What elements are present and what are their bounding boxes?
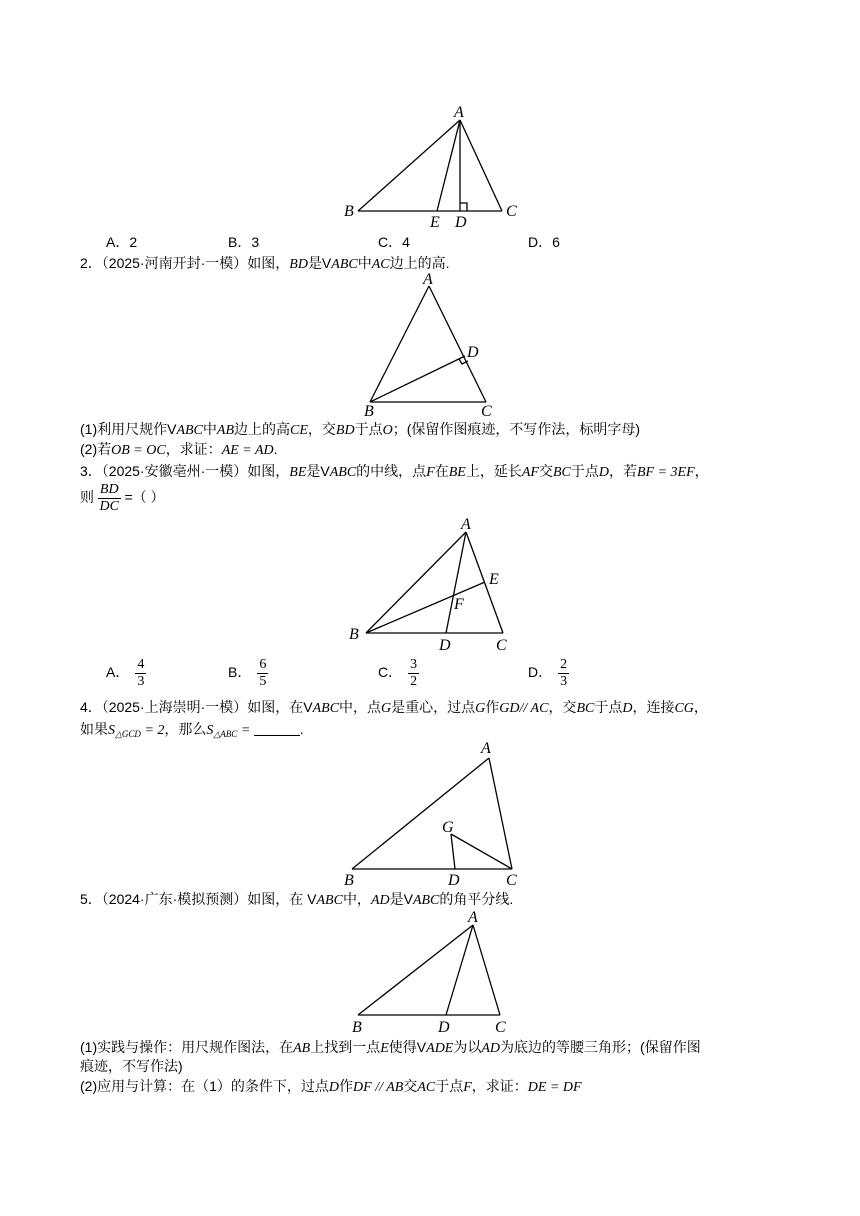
q2-stem-ac: AC: [371, 257, 390, 272]
q4-stem-abc: ABC: [312, 701, 340, 716]
q2-stem-suffix: 边上的高.: [389, 255, 450, 271]
q4-line2-eq1: = 2: [140, 723, 165, 738]
q2-part2-eq2: AE = AD: [221, 443, 274, 458]
q3-label-f: F: [454, 596, 464, 613]
q1-label-d: D: [455, 214, 467, 230]
q3-figure: [340, 512, 530, 657]
q4-stem-d: 作: [485, 699, 500, 715]
q4-line2-eq2: =: [237, 723, 254, 738]
q3-ask: [80, 480, 165, 515]
q3-option-d-num: 2: [560, 657, 568, 672]
q2-part2-c: .: [273, 441, 278, 457]
q5-label-d: D: [438, 1019, 450, 1035]
q3-option-d-letter: D．: [528, 664, 553, 681]
q5-part2-ac: AC: [417, 1080, 436, 1095]
q4-label-a: A: [481, 740, 491, 757]
q2-label-a: A: [423, 271, 433, 288]
q1-option-c[interactable]: C．4: [378, 234, 410, 250]
q3-option-d-frac: [558, 657, 569, 690]
q3-stem: [80, 462, 709, 482]
q4-stem-c: 是重心，过点: [391, 699, 476, 715]
q4-answer-blank[interactable]: [254, 721, 300, 736]
q3-option-a-letter: A．: [106, 664, 130, 681]
q4-stem-cg: CG: [674, 701, 694, 716]
q4-line2-s2: S: [206, 723, 214, 738]
q5-part2: [80, 1077, 582, 1097]
q2-label-c: C: [481, 403, 492, 420]
q4-line2-s1: S: [108, 723, 115, 738]
q2-stem-mid2: 中: [357, 255, 372, 271]
q2-label-d: D: [467, 344, 479, 361]
q5-stem-abc: ABC: [316, 893, 343, 908]
q2-part1-d: ，交: [307, 421, 336, 437]
q3-option-d-den: 3: [560, 674, 568, 689]
q5-part1-ade: ADE: [426, 1041, 454, 1056]
q5-part1-e: E: [380, 1041, 389, 1056]
q2-part1-a: (1)利用尺规作V: [80, 421, 177, 437]
q5-part2-a: (2)应用与计算：在（1）的条件下，过点: [80, 1078, 329, 1094]
q5-part1-d: 为以: [453, 1039, 482, 1055]
q3-stem-bc: BC: [552, 465, 571, 480]
q5-part1: [80, 1038, 701, 1058]
q5-stem-abc2: ABC: [412, 893, 440, 908]
q4-line2: [80, 720, 304, 743]
q3-option-b-letter: B．: [228, 664, 252, 681]
q1-label-c: C: [506, 203, 517, 220]
q3-option-c-num: 3: [410, 657, 418, 672]
q2-figure: [355, 268, 515, 420]
q5-part1-ad: AD: [481, 1041, 501, 1056]
q3-option-b[interactable]: [228, 657, 268, 690]
q4-stem: [80, 698, 708, 718]
q1-label-b: B: [344, 203, 354, 220]
q3-option-c-den: 2: [410, 674, 418, 689]
q3-stem-i: ，: [694, 463, 709, 479]
q5-part2-e: 于点: [435, 1078, 464, 1094]
q3-stem-e: 上，延长: [465, 463, 522, 479]
q4-label-c: C: [506, 872, 517, 888]
q5-part2-eq: DE = DF: [527, 1080, 582, 1095]
q4-stem-a: 4．（2025·上海崇明·一模）如图，在V: [80, 699, 313, 715]
q2-part1-ce: CE: [290, 423, 308, 438]
q5-part1-a: (1)实践与操作：用尺规作图法，在: [80, 1039, 294, 1055]
q5-stem-c: 是V: [389, 891, 413, 907]
q1-option-a[interactable]: A．2: [106, 234, 138, 250]
q5-part2-f: F: [463, 1080, 472, 1095]
q1-option-b[interactable]: B．3: [228, 234, 260, 250]
q3-ratio-den: DC: [99, 498, 119, 514]
q4-stem-h: ，连接: [632, 699, 675, 715]
q5-part1-line2: 痕迹，不写作法): [80, 1058, 183, 1074]
q2-part2: [80, 440, 278, 460]
q4-stem-b: 中，点: [339, 699, 382, 715]
q3-stem-af: AF: [521, 465, 539, 480]
q2-part1: [80, 420, 640, 440]
q2-part2-b: ，求证：: [165, 441, 222, 457]
q3-label-b: B: [349, 626, 359, 643]
q3-option-c-letter: C．: [378, 664, 403, 681]
q1-label-e: E: [430, 214, 440, 230]
q4-line2-a: 如果: [80, 721, 108, 737]
q4-stem-e: ，交: [548, 699, 577, 715]
q3-ask-b: =（ ）: [124, 489, 165, 505]
q4-stem-f: 于点: [594, 699, 623, 715]
q3-stem-cond: BF = 3EF: [636, 465, 695, 480]
q2-part2-eq1: OB = OC: [111, 443, 166, 458]
q2-stem-abc: ABC: [331, 257, 358, 272]
q3-ask-a: 则: [80, 489, 94, 505]
q3-option-b-den: 5: [259, 674, 267, 689]
q5-stem-d: 的角平分线.: [439, 891, 514, 907]
q3-option-a-den: 3: [137, 674, 145, 689]
q3-option-a-frac: [135, 657, 146, 690]
q5-label-b: B: [352, 1019, 362, 1035]
q4-line2-b: ，那么: [164, 721, 207, 737]
q3-option-d[interactable]: [528, 657, 569, 690]
q1-label-a: A: [454, 104, 464, 121]
q5-label-c: C: [495, 1019, 506, 1035]
q2-stem-text: 2．（2025·河南开封·一模）如图，: [80, 255, 290, 271]
q4-line2-sub2: △ABC: [213, 729, 238, 739]
q4-label-g: G: [442, 819, 454, 836]
q2-stem-bd: BD: [289, 257, 308, 272]
q3-label-e: E: [489, 571, 499, 588]
q5-stem-b: 中，: [342, 891, 371, 907]
q3-stem-c: 的中线，点: [356, 463, 427, 479]
q3-stem-b: 是V: [306, 463, 330, 479]
q3-label-c: C: [496, 637, 507, 654]
q3-stem-a: 3．（2025·安徽亳州·一模）如图，: [80, 463, 290, 479]
q3-label-a: A: [461, 516, 471, 533]
q3-stem-be: BE: [289, 465, 307, 480]
q4-stem-i: ，: [693, 699, 708, 715]
q2-part2-a: (2)若: [80, 441, 112, 457]
q4-stem-g: G: [381, 701, 392, 716]
q2-part1-bd: BD: [335, 423, 355, 438]
q4-label-d: D: [448, 872, 460, 888]
q3-stem-abc: ABC: [329, 465, 357, 480]
q3-option-a[interactable]: [106, 657, 146, 690]
q2-part1-c: 边上的高: [234, 421, 291, 437]
q5-stem-a: 5．（2024·广东·模拟预测）如图，在 V: [80, 891, 317, 907]
q3-stem-be2: BE: [448, 465, 466, 480]
q2-label-b: B: [364, 403, 374, 420]
q3-ratio: [98, 482, 121, 515]
q2-part1-e: 于点: [354, 421, 383, 437]
q4-figure: [330, 736, 530, 888]
q3-stem-d: 在: [434, 463, 449, 479]
q5-part1-ab: AB: [293, 1041, 311, 1056]
q4-stem-bc: BC: [576, 701, 595, 716]
q5-label-a: A: [468, 909, 478, 926]
q3-option-a-num: 4: [137, 657, 145, 672]
q2-part1-b: 中: [202, 421, 217, 437]
q2-part1-abc: ABC: [176, 423, 203, 438]
q4-line2-sub1: △GCD: [115, 729, 141, 739]
q2-stem-mid: 是V: [307, 255, 332, 271]
q1-figure: [330, 100, 530, 230]
q5-part2-d: D: [328, 1080, 340, 1095]
q4-stem-par: GD// AC: [499, 701, 549, 716]
q1-option-d[interactable]: D．6: [528, 234, 560, 250]
q2-part1-o: O: [382, 423, 393, 438]
q5-stem-ad: AD: [370, 893, 390, 908]
q5-part1-c: 使得V: [388, 1039, 427, 1055]
q3-ratio-num: BD: [99, 481, 119, 497]
q4-label-b: B: [344, 872, 354, 888]
q5-part1-e2: 为底边的等腰三角形；(保留作图: [500, 1039, 701, 1055]
q3-stem-dd: D: [598, 465, 609, 480]
q3-option-c[interactable]: [378, 657, 419, 690]
q3-option-c-frac: [408, 657, 419, 690]
q3-stem-f: F: [426, 465, 435, 480]
q4-stem-g2: G: [475, 701, 486, 716]
q3-stem-g: 于点: [570, 463, 599, 479]
q5-part2-g: ，求证：: [471, 1078, 528, 1094]
q3-option-b-frac: [257, 657, 268, 690]
q3-option-b-num: 6: [259, 657, 267, 672]
q5-part1-b: 上找到一点: [310, 1039, 381, 1055]
q5-part2-par: DF // AB: [353, 1080, 404, 1095]
q3-label-d: D: [439, 637, 451, 654]
q2-part1-f: ；(保留作图痕迹，不写作法，标明字母): [392, 421, 641, 437]
q3-stem-f2: 交: [538, 463, 553, 479]
q5-figure: [340, 905, 530, 1035]
q2-part1-ab: AB: [216, 423, 235, 438]
q4-stem-dd: D: [622, 701, 633, 716]
q5-part2-b: 作: [339, 1078, 354, 1094]
q3-stem-h: ，若: [608, 463, 637, 479]
q4-line2-c: .: [299, 721, 304, 737]
q5-part2-c: 交: [403, 1078, 418, 1094]
